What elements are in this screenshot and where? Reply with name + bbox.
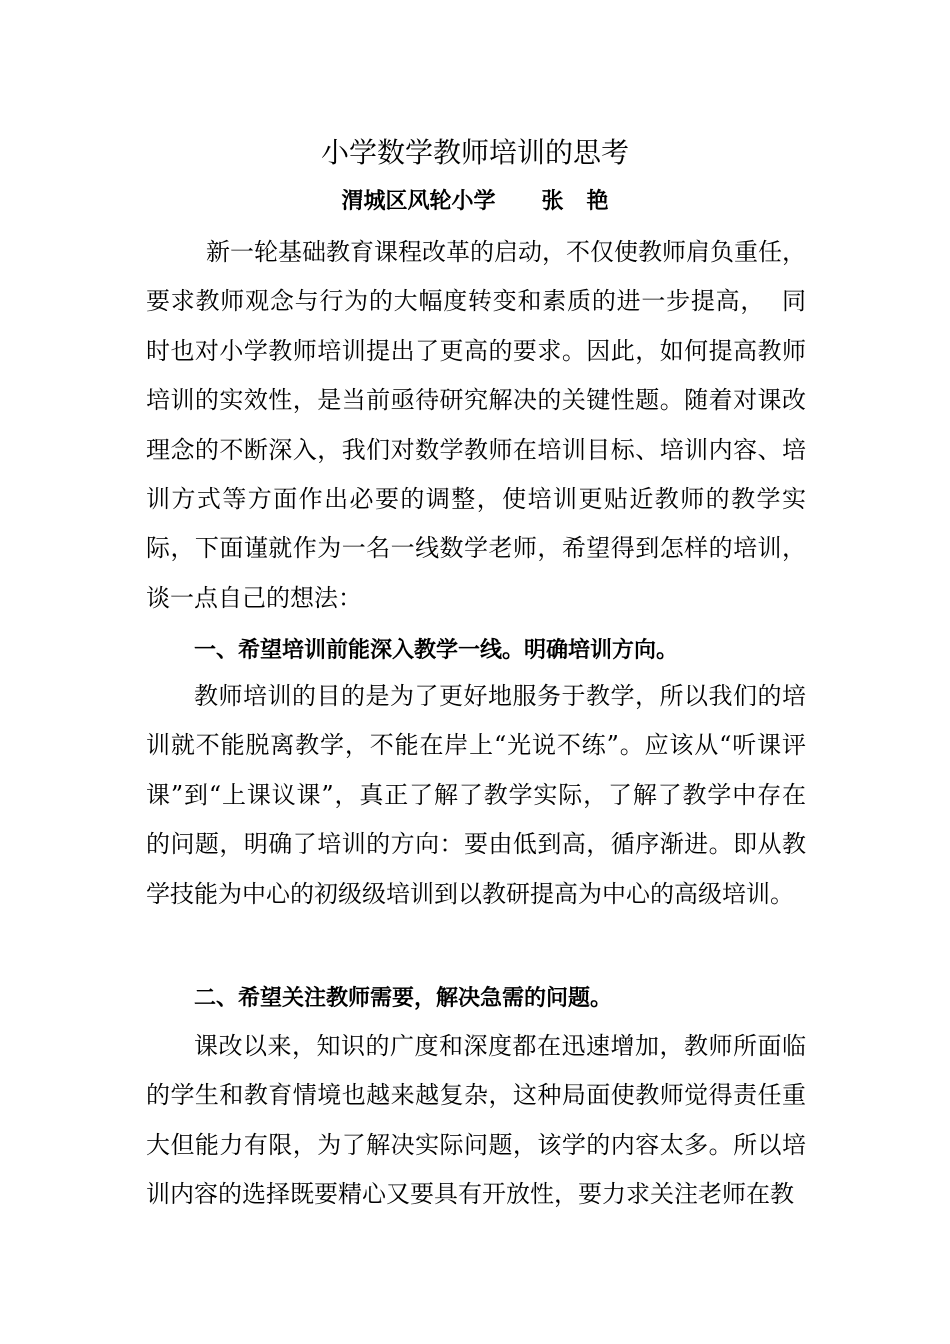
section-heading-2: 二、希望关注教师需要，解决急需的问题。: [194, 985, 613, 1011]
section-heading-1: 一、希望培训前能深入教学一线。明确培训方向。: [194, 637, 679, 663]
paragraph-section-1: 教师培训的目的是为了更好地服务于教学，所以我们的培训就不能脱离教学，不能在岸上“光说不练”。应该从“听课评课”到“上课议课”，真正了解了教学实际，了解了教学中存在的问题，明确了培训的方向：要由低到高，循序渐进。即从教学技能为中心的初级级培训到以教研提高为中心的高级培训。: [146, 682, 806, 908]
paragraph-intro: 新一轮基础教育课程改革的启动，不仅使教师肩负重任，要求教师观念与行为的大幅度转变和素质的进一步提高， 同时也对小学教师培训提出了更高的要求。因此，如何提高教师培训的实效性，是当前亟待研究解决的关键性题。随着对课改理念的不断深入，我们对数学教师在培训目标、培训内容、培训方式等方面作出必要的调整，使培训更贴近教师的教学实际，下面谨就作为一名一线数学老师，希望得到怎样的培训，谈一点自己的想法：: [146, 238, 806, 612]
document-title: 小学数学教师培训的思考: [320, 136, 629, 169]
paragraph-section-2: 课改以来，知识的广度和深度都在迅速增加，教师所面临的学生和教育情境也越来越复杂，这种局面使教师觉得责任重大但能力有限，为了解决实际问题，该学的内容太多。所以培训内容的选择既要精心又要具有开放性，要力求关注老师在教: [146, 1032, 806, 1209]
author-line: 渭城区风轮小学 张 艳: [341, 188, 609, 214]
